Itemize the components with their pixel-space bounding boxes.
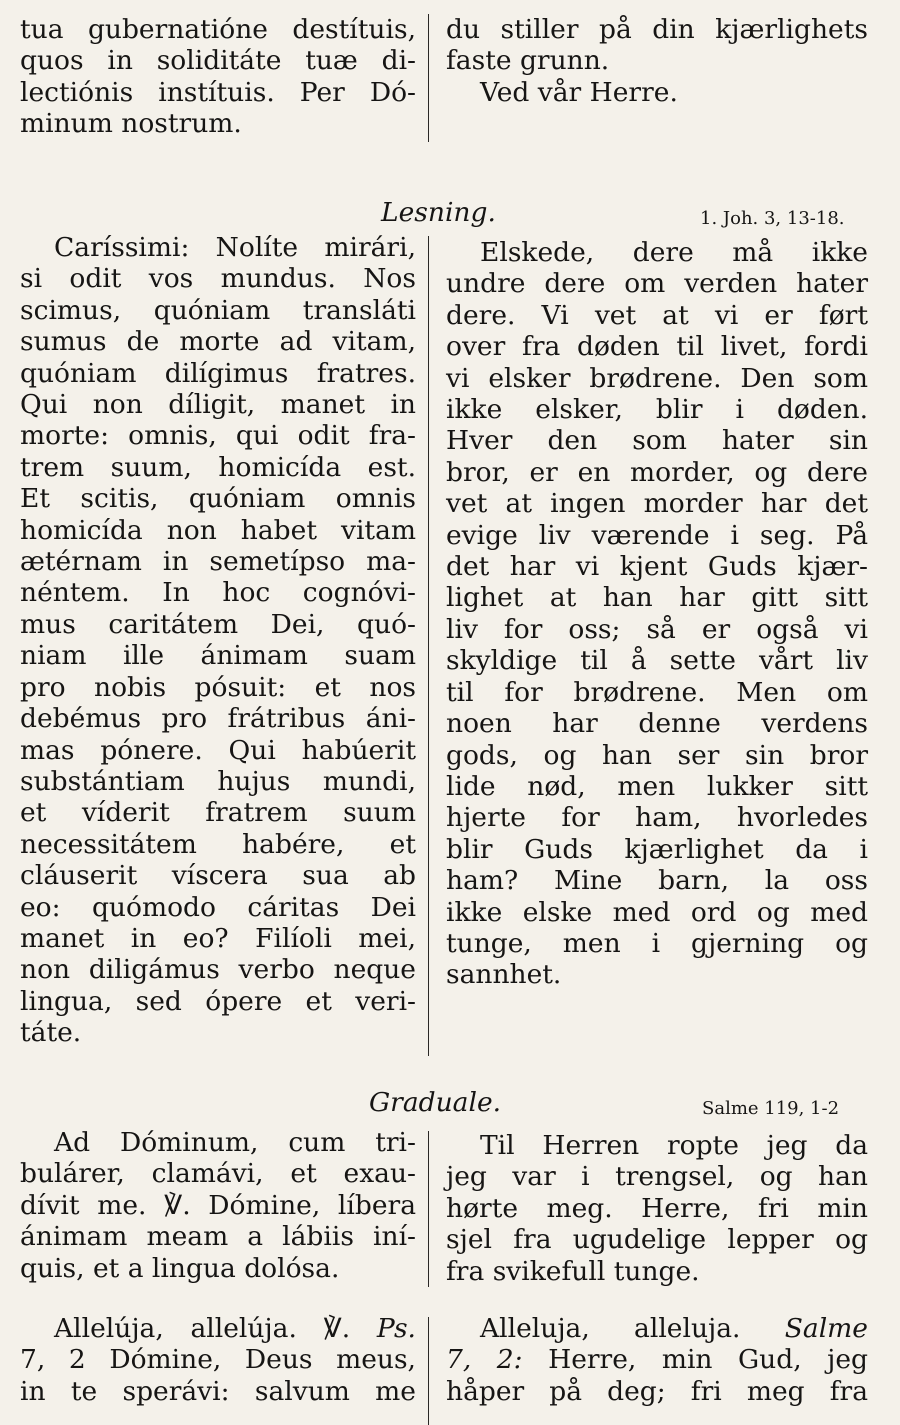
text-line: non diligámus verbo neque [20,954,416,986]
text-line: ham? Mine barn, la oss [446,865,868,897]
text-line: håper på deg; fri meg fra [446,1375,868,1407]
text-line: lingua, sed ópere et veri- [20,985,416,1017]
text-line: et víderit fratrem suum [20,797,416,829]
text-line: hørte meg. Herre, fri min [446,1192,868,1224]
text-line: faste grunn. [446,45,610,77]
text-line: 7, 2: Herre, min Gud, jeg [446,1344,868,1376]
scripture-reference: Ps. [376,1313,416,1344]
text-line: skyldige til å sette vårt liv [446,645,868,677]
text-line: táte. [20,1017,82,1049]
text-line: Caríssimi: Nolíte mirári, [54,232,416,263]
graduale-latin-column [20,1127,416,1284]
text-line: jeg var i trengsel, og han [446,1161,868,1193]
text-line: Qui non díligit, manet in [20,389,416,421]
text-line: debémus pro frátribus áni- [20,703,416,735]
lesning-norwegian-column [446,237,868,991]
alleluja-norwegian-column [446,1313,868,1407]
text-line: undre dere om verden hater [446,268,868,300]
scripture-reference: 7, 2: [446,1344,523,1376]
text-line: tunge, men i gjerning og [446,927,868,959]
graduale-heading: Graduale. [369,1087,502,1118]
text-line: si odit vos mundus. Nos [20,263,416,295]
text-line: quos in soliditáte tuæ di- [20,45,416,77]
text-line: morte: omnis, qui odit fra- [20,420,416,452]
text-line: Til Herren ropte jeg da [480,1130,868,1161]
text-line: necessitátem habére, et [20,828,416,860]
text-line: Allelúja, allelúja. ℣. Ps. [54,1313,416,1344]
text-line: minum nostrum. [20,108,242,140]
text-line: trem suum, homicída est. [20,451,416,483]
text-line: niam ille ánimam suam [20,640,416,672]
text-line: quis, et a lingua dolósa. [20,1252,340,1284]
column-divider [428,236,429,1056]
text-line: lide nød, men lukker sitt [446,770,868,802]
text-line: blir Guds kjærlighet da i [446,833,868,865]
lesning-latin-column [20,232,416,1049]
text-line: cláuserit víscera sua ab [20,860,416,892]
text-line: substántiam hujus mundi, [20,765,416,797]
text-line: néntem. In hoc cognóvi- [20,577,416,609]
text-line: ánimam meam a lábiis iní- [20,1221,416,1253]
text-line: homicída non habet vitam [20,514,416,546]
text-line: Ved vår Herre. [480,76,678,108]
text-line: sumus de morte ad vitam, [20,326,416,358]
text-line: tua gubernatióne destítuis, [20,14,416,45]
column-divider [428,14,429,142]
text-line: hjerte for ham, hvorledes [446,802,868,834]
lesning-heading: Lesning. [381,197,496,228]
text-line: manet in eo? Filíoli mei, [20,922,416,954]
lesning-reference: 1. Joh. 3, 13-18. [700,208,845,229]
graduale-reference: Salme 119, 1-2 [702,1098,840,1119]
text-line: dere. Vi vet at vi er ført [446,299,868,331]
top-norwegian-column [446,14,868,108]
text-line: ikke elsker, blir i døden. [446,394,868,426]
text-line: det har vi kjent Guds kjær- [446,551,868,583]
alleluja-latin-column [20,1313,416,1407]
text-line: sjel fra ugudelige lepper og [446,1224,868,1256]
text-line: quóniam dilígimus fratres. [20,357,416,389]
text-line: over fra døden til livet, fordi [446,331,868,363]
column-divider [428,1317,429,1425]
text-line: lighet at han har gitt sitt [446,582,868,614]
text-line: Hver den som hater sin [446,425,868,457]
text-line: eo: quómodo cáritas Dei [20,891,416,923]
text-line: fra svikefull tunge. [446,1255,700,1287]
graduale-norwegian-column [446,1130,868,1287]
text-line: vet at ingen morder har det [446,488,868,520]
text-line: Ad Dóminum, cum tri- [54,1127,416,1158]
text-line: Elskede, dere må ikke [480,237,868,268]
text-line: Alleluja, alleluja. Salme [480,1313,868,1344]
text-line: mus caritátem Dei, quó- [20,608,416,640]
text-line: vi elsker brødrene. Den som [446,362,868,394]
text-line: 7, 2 Dómine, Deus meus, [20,1344,416,1376]
text-line: til for brødrene. Men om [446,676,868,708]
text-line: evige liv værende i seg. På [446,519,868,551]
text-line: scimus, quóniam transláti [20,294,416,326]
text-line: lectiónis instítuis. Per Dó- [20,76,416,108]
text-line: in te sperávi: salvum me [20,1375,416,1407]
text-line: bror, er en morder, og dere [446,456,868,488]
top-latin-column [20,14,416,140]
column-divider [428,1131,429,1287]
text-line: bulárer, clamávi, et exau- [20,1158,416,1190]
text-line: gods, og han ser sin bror [446,739,868,771]
text-line: liv for oss; så er også vi [446,613,868,645]
text-line: noen har denne verdens [446,708,868,740]
text-line: du stiller på din kjærlighets [446,14,868,45]
text-line: ætérnam in semetípso ma- [20,546,416,578]
text-line: Et scitis, quóniam omnis [20,483,416,515]
text-line: pro nobis pósuit: et nos [20,671,416,703]
text-line: mas pónere. Qui habúerit [20,734,416,766]
text-line: ikke elske med ord og med [446,896,868,928]
text-line: sannhet. [446,959,562,991]
scripture-reference: Salme [784,1313,868,1344]
text-line: dívit me. ℣. Dómine, líbera [20,1189,416,1221]
